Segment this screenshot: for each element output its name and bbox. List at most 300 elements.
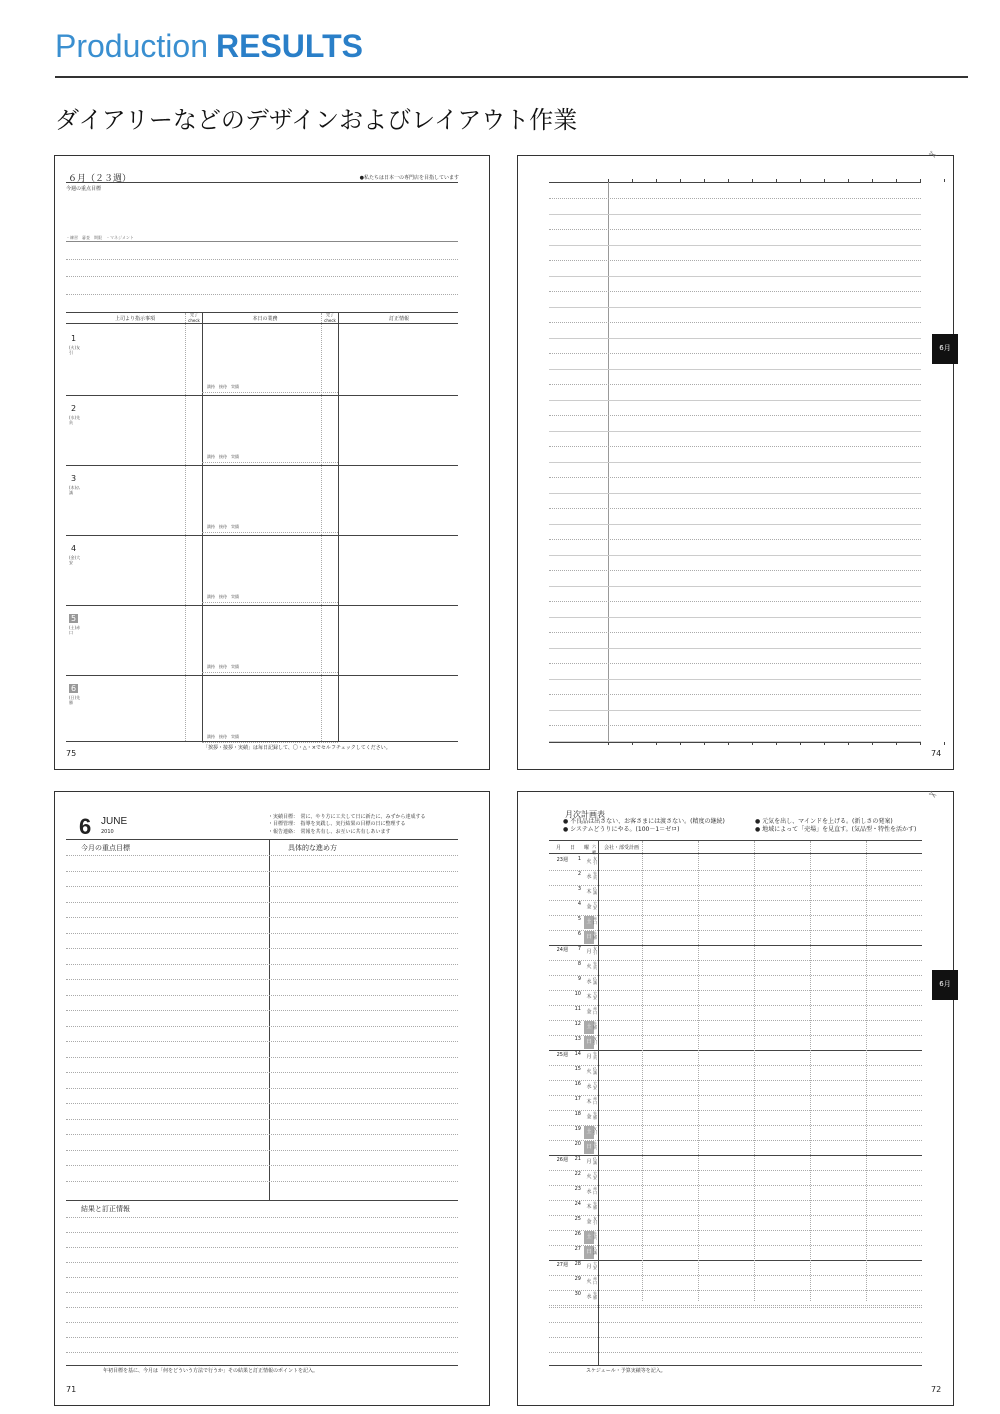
ruled-line xyxy=(549,1337,922,1338)
weekday: 水 xyxy=(586,874,592,880)
column-divider xyxy=(754,841,755,1301)
day-number: 6 xyxy=(71,684,77,693)
ruler-tick xyxy=(608,742,609,745)
ruler-tick xyxy=(896,742,897,745)
ruled-line xyxy=(66,1181,458,1182)
ruler-tick xyxy=(704,742,705,745)
ruled-line xyxy=(549,508,921,509)
ruler-tick xyxy=(704,179,705,182)
ruled-line xyxy=(66,1041,458,1042)
week-label: 26週 xyxy=(556,1157,568,1163)
ruled-line xyxy=(66,902,458,903)
weekday: 土 xyxy=(584,1021,594,1034)
date-number: 12 xyxy=(574,1021,581,1027)
monthly-plan-page xyxy=(517,788,954,1406)
month-number: 6 xyxy=(79,814,92,839)
weekday: 木 xyxy=(586,994,592,1000)
ruled-line xyxy=(66,1337,458,1338)
header-title-bold: RESULTS xyxy=(215,28,363,64)
weekday: 水 xyxy=(586,979,592,985)
ruled-line xyxy=(549,307,921,308)
col-header-corrections: 訂正情報 xyxy=(388,316,409,322)
ruled-line xyxy=(549,617,921,618)
weekly-diary-page xyxy=(54,155,490,770)
hdr-day: 日 xyxy=(570,845,576,851)
weekday: 火 xyxy=(586,1069,592,1075)
rokuyo: 友引 xyxy=(593,856,597,865)
rokuyo: 先勝 xyxy=(593,1291,597,1300)
day-footer: 満持 接待 実績 xyxy=(207,664,239,669)
rokuyo: 大安 xyxy=(593,1171,597,1180)
rokuyo: 仏滅 xyxy=(593,1246,597,1255)
date-number: 26 xyxy=(574,1231,581,1237)
scissor-icon: ✂ xyxy=(925,788,939,803)
weekday: 火 xyxy=(586,1279,592,1285)
ruler-tick xyxy=(776,179,777,182)
ruled-line xyxy=(66,979,458,980)
ruler-tick xyxy=(752,742,753,745)
date-number: 1 xyxy=(577,856,581,862)
ruled-line xyxy=(549,369,921,370)
monthly-focus-label: 今月の重点目標 xyxy=(81,844,130,852)
column-divider xyxy=(810,841,811,1301)
hdr-month: 月 xyxy=(556,845,562,851)
rokuyo: 友引 xyxy=(593,1036,597,1045)
ruler-tick xyxy=(824,742,825,745)
weekday: 金 xyxy=(586,1114,592,1120)
weekly-small-row: ・練習 審査 期限 ・マネジメント xyxy=(66,235,134,240)
weekday: 水 xyxy=(586,1189,592,1195)
table-bottom-rule xyxy=(66,741,458,742)
day-block xyxy=(69,326,81,356)
dotted-line xyxy=(202,672,338,673)
page-header xyxy=(55,28,363,68)
day-footer: 満持 接待 実績 xyxy=(207,734,239,739)
month-tab: 6月 xyxy=(932,970,958,1000)
day-label: (日)先勝 xyxy=(69,695,81,705)
weekday: 日 xyxy=(584,1246,594,1259)
rokuyo: 友引 xyxy=(593,1216,597,1225)
dotted-line xyxy=(202,602,338,603)
rokuyo: 先負 xyxy=(593,1141,597,1150)
date-number: 20 xyxy=(574,1141,581,1147)
rokuyo: 赤口 xyxy=(593,916,597,925)
month-name: JUNE xyxy=(101,816,128,827)
rokuyo: 赤口 xyxy=(593,1276,597,1285)
ruled-line xyxy=(66,1217,458,1218)
day-block xyxy=(69,466,81,496)
divider xyxy=(66,182,458,183)
week-motto: ●私たちは日本一の専門店を目指しています xyxy=(359,175,459,181)
column-divider xyxy=(202,313,203,741)
date-number: 3 xyxy=(577,886,581,892)
ruled-line xyxy=(549,214,921,215)
weekday: 火 xyxy=(586,964,592,970)
header-title-light: Production xyxy=(55,28,208,64)
ruled-line xyxy=(549,741,921,742)
date-number: 7 xyxy=(577,946,581,952)
day-footer: 満持 接待 実績 xyxy=(207,524,239,529)
weekday: 土 xyxy=(584,916,594,929)
day-number: 4 xyxy=(71,544,77,553)
ruled-line xyxy=(549,338,921,339)
weekday: 木 xyxy=(586,1099,592,1105)
column-divider xyxy=(642,841,643,1301)
ruled-line xyxy=(66,1150,458,1151)
ruler-tick xyxy=(848,742,849,745)
ruled-line xyxy=(549,415,921,416)
day-label: (土)赤口 xyxy=(69,625,81,635)
weekday: 火 xyxy=(586,859,592,865)
rokuyo: 仏滅 xyxy=(593,886,597,895)
policy-line: ● システムどうりにやる。(100－1＝ゼロ) xyxy=(563,825,680,833)
result-label: 結果と訂正情報 xyxy=(81,1205,130,1213)
policy-line: ● 元気を出し、マインドを上げる。(新しさの発案) xyxy=(755,818,893,825)
weekday: 月 xyxy=(586,949,592,955)
week-label: 27週 xyxy=(556,1262,568,1268)
ruler-tick xyxy=(872,742,873,745)
week-title: ６月（２３週） xyxy=(68,174,132,184)
weekday: 金 xyxy=(586,1009,592,1015)
weekday: 水 xyxy=(586,1084,592,1090)
day-label: (火)友引 xyxy=(69,345,81,355)
rokuyo: 大安 xyxy=(593,901,597,910)
hdr-plan: 会社・部受計画 xyxy=(604,845,640,851)
ruled-line xyxy=(549,586,921,587)
ruler-tick xyxy=(920,179,921,182)
ruler-tick xyxy=(608,179,609,182)
ruled-line xyxy=(549,477,921,478)
col-header-instructions: 上司より指示事項 xyxy=(114,316,155,322)
divider xyxy=(66,1365,458,1366)
ruled-line xyxy=(549,353,921,354)
top-ruler xyxy=(549,182,921,183)
rokuyo: 先負 xyxy=(593,1051,597,1060)
ruled-line xyxy=(66,1119,458,1120)
day-footer: 満持 接待 実績 xyxy=(207,454,239,459)
ruled-line xyxy=(66,1072,458,1073)
date-number: 30 xyxy=(574,1291,581,1297)
weekday: 日 xyxy=(584,1036,594,1049)
divider xyxy=(66,1200,458,1201)
weekday: 火 xyxy=(586,1174,592,1180)
legend-line: ・報告連絡： 常報を共有し、お互いに共有しあいます xyxy=(268,828,391,835)
date-number: 23 xyxy=(574,1186,581,1192)
ruled-line xyxy=(66,933,458,934)
date-number: 11 xyxy=(574,1006,581,1012)
plan-title: 月次計画表 xyxy=(565,810,605,819)
divider xyxy=(549,1365,922,1366)
date-number: 16 xyxy=(574,1081,581,1087)
date-number: 14 xyxy=(574,1051,581,1057)
ruled-line xyxy=(66,1026,458,1027)
ruler-tick xyxy=(632,179,633,182)
weekday: 土 xyxy=(584,1231,594,1244)
monthly-goals-page xyxy=(54,791,490,1406)
rokuyo: 先勝 xyxy=(593,931,597,940)
day-block xyxy=(69,536,81,566)
ruled-line xyxy=(549,601,921,602)
rokuyo: 先勝 xyxy=(593,1021,597,1030)
ruled-line xyxy=(66,1322,458,1323)
page-number: 75 xyxy=(66,749,77,758)
rokuyo: 友引 xyxy=(593,946,597,955)
ruled-line xyxy=(549,725,921,726)
row-line xyxy=(549,1305,922,1306)
ruler-tick xyxy=(800,742,801,745)
rokuyo: 先負 xyxy=(593,871,597,880)
date-number: 24 xyxy=(574,1201,581,1207)
day-block xyxy=(69,676,81,706)
col-header-check: 完了check xyxy=(188,312,200,323)
ruled-line xyxy=(66,1232,458,1233)
date-number: 17 xyxy=(574,1096,581,1102)
weekday: 金 xyxy=(586,1219,592,1225)
rokuyo: 先勝 xyxy=(593,1201,597,1210)
date-number: 19 xyxy=(574,1126,581,1132)
rokuyo: 友引 xyxy=(593,1126,597,1135)
rokuyo: 大安 xyxy=(593,991,597,1000)
column-divider xyxy=(866,841,867,1301)
rokuyo: 大安 xyxy=(593,1081,597,1090)
week-label: 24週 xyxy=(556,947,568,953)
ruled-line xyxy=(66,886,458,887)
ruled-line xyxy=(66,917,458,918)
day-separator xyxy=(66,605,458,606)
ruler-tick xyxy=(632,742,633,745)
weekday: 月 xyxy=(586,1159,592,1165)
ruled-line xyxy=(549,260,921,261)
weekday: 金 xyxy=(586,904,592,910)
ruler-tick xyxy=(824,179,825,182)
dotted-line xyxy=(66,276,458,277)
divider xyxy=(66,839,458,840)
plan-policies-right xyxy=(755,818,916,834)
ruled-line xyxy=(549,198,921,199)
rokuyo: 赤口 xyxy=(593,1186,597,1195)
ruled-line xyxy=(549,322,921,323)
weekly-focus-label: 今週の重点目標 xyxy=(66,186,102,192)
dotted-line xyxy=(66,259,458,260)
weekday: 水 xyxy=(586,1294,592,1300)
ruled-line xyxy=(66,1103,458,1104)
date-number: 28 xyxy=(574,1261,581,1267)
legend-line: ・実績目標： 常に、やり方に工夫して日に新たに、みずから達成する xyxy=(268,814,426,820)
date-number: 29 xyxy=(574,1276,581,1282)
ruled-line xyxy=(549,632,921,633)
ruled-line xyxy=(549,245,921,246)
ruled-line xyxy=(549,1322,922,1323)
date-number: 2 xyxy=(577,871,581,877)
ruled-line xyxy=(549,431,921,432)
ruled-line xyxy=(549,679,921,680)
ruler-tick xyxy=(800,179,801,182)
ruled-line xyxy=(549,462,921,463)
column-divider xyxy=(185,313,186,741)
day-label: (金)大安 xyxy=(69,555,81,565)
ruled-line xyxy=(549,663,921,664)
date-number: 13 xyxy=(574,1036,581,1042)
method-label: 具体的な進め方 xyxy=(288,844,337,852)
col-header-check: 完了check xyxy=(324,312,336,323)
ruled-line xyxy=(549,1307,922,1308)
column-divider xyxy=(269,840,270,1200)
ruler-tick xyxy=(944,179,945,182)
column-divider xyxy=(338,313,339,741)
column-divider xyxy=(698,841,699,1301)
day-number: 3 xyxy=(71,474,77,483)
weekday: 日 xyxy=(584,931,594,944)
ruled-line xyxy=(549,229,921,230)
ruled-line xyxy=(66,1134,458,1135)
page-number: 74 xyxy=(931,749,942,758)
ruled-line xyxy=(549,570,921,571)
ruled-line xyxy=(66,1165,458,1166)
rokuyo: 大安 xyxy=(593,1261,597,1270)
weekday: 日 xyxy=(584,1141,594,1154)
ruled-line xyxy=(549,555,921,556)
ruled-line xyxy=(549,291,921,292)
ruled-line xyxy=(549,400,921,401)
ruled-line xyxy=(66,1292,458,1293)
weekday: 土 xyxy=(584,1126,594,1139)
rokuyo: 赤口 xyxy=(593,1006,597,1015)
ruler-tick xyxy=(680,179,681,182)
ruler-tick xyxy=(896,179,897,182)
ruled-line xyxy=(549,539,921,540)
scissor-icon: ✂ xyxy=(925,148,939,163)
ruled-line xyxy=(549,446,921,447)
date-number: 10 xyxy=(574,991,581,997)
dotted-line xyxy=(202,742,338,743)
date-number: 22 xyxy=(574,1171,581,1177)
day-separator xyxy=(66,465,458,466)
dotted-line xyxy=(202,392,338,393)
week-label: 23週 xyxy=(556,857,568,863)
day-number: 5 xyxy=(71,614,77,623)
day-block xyxy=(69,396,81,426)
day-footer: 満持 接待 実績 xyxy=(207,594,239,599)
ruled-line xyxy=(549,710,921,711)
day-separator xyxy=(66,535,458,536)
day-footer: 満持 接待 実績 xyxy=(207,384,239,389)
ruled-line xyxy=(549,493,921,494)
ruled-line xyxy=(66,995,458,996)
weekday: 木 xyxy=(586,889,592,895)
weekday: 木 xyxy=(586,1204,592,1210)
legend xyxy=(268,814,426,836)
dotted-line xyxy=(202,462,338,463)
legend-line: ・目標管理： 指導を実践し、実行結果の目標の日に整理する xyxy=(268,821,406,828)
page-subtitle: ダイアリーなどのデザインおよびレイアウト作業 xyxy=(55,106,578,134)
monthly-note: 年初目標を基に、今月は「何をどういう方法で行うか」その結果と訂正情報のポイントを記入。 xyxy=(103,1368,319,1374)
date-number: 8 xyxy=(577,961,581,967)
ruled-line xyxy=(66,871,458,872)
ruled-line xyxy=(549,384,921,385)
table-top-rule xyxy=(66,312,458,313)
hdr-rokuyo: 六曜 xyxy=(592,844,596,855)
col-header-tasks: 本日の業務 xyxy=(252,316,278,322)
date-number: 18 xyxy=(574,1111,581,1117)
month-tab: 6月 xyxy=(932,334,958,364)
ruled-line xyxy=(66,1277,458,1278)
rokuyo: 仏滅 xyxy=(593,1156,597,1165)
column-divider xyxy=(598,841,599,1365)
ruler-tick xyxy=(872,179,873,182)
ruled-line xyxy=(66,1247,458,1248)
date-number: 4 xyxy=(577,901,581,907)
ruled-line xyxy=(549,524,921,525)
ruled-line xyxy=(66,855,458,856)
ruled-line xyxy=(66,1262,458,1263)
policy-line: ● 地域によって「売場」を見直す。(気品型・特性を活かす) xyxy=(755,825,917,833)
ruled-line xyxy=(66,948,458,949)
plan-note: スケジュール・予算実績等を記入。 xyxy=(586,1368,666,1374)
ruler-tick xyxy=(944,742,945,745)
ruled-line xyxy=(66,1088,458,1089)
ruler-tick xyxy=(848,179,849,182)
date-number: 6 xyxy=(577,931,581,937)
day-block xyxy=(69,606,81,636)
date-number: 27 xyxy=(574,1246,581,1252)
day-number: 2 xyxy=(71,404,77,413)
bottom-ruler xyxy=(549,742,921,743)
rokuyo: 赤口 xyxy=(593,1096,597,1105)
ruler-tick xyxy=(656,742,657,745)
ruler-tick xyxy=(752,179,753,182)
weekday: 月 xyxy=(586,1054,592,1060)
week-label: 25週 xyxy=(556,1052,568,1058)
page-number: 72 xyxy=(931,1385,942,1394)
ruled-line xyxy=(549,1352,922,1353)
ruled-line xyxy=(66,964,458,965)
page-number: 71 xyxy=(66,1385,77,1394)
ruler-tick xyxy=(656,179,657,182)
rokuyo: 先負 xyxy=(593,1231,597,1240)
divider xyxy=(66,241,458,242)
day-label: (木)仏滅 xyxy=(69,485,81,495)
policy-line: ● 不良品は出さない、お客さまには渡さない。(精度の継続) xyxy=(563,818,725,825)
header-divider xyxy=(55,76,968,78)
rokuyo: 先負 xyxy=(593,961,597,970)
dotted-line xyxy=(202,532,338,533)
ruled-line xyxy=(66,1307,458,1308)
ruler-tick xyxy=(728,179,729,182)
ruler-tick xyxy=(680,742,681,745)
ruled-line xyxy=(549,694,921,695)
ruled-line xyxy=(66,1057,458,1058)
date-number: 25 xyxy=(574,1216,581,1222)
ruler-tick xyxy=(920,742,921,745)
plan-policies-left xyxy=(563,818,725,834)
hdr-weekday: 曜 xyxy=(584,845,590,851)
ruler-tick xyxy=(728,742,729,745)
day-separator xyxy=(66,395,458,396)
weekday: 月 xyxy=(586,1264,592,1270)
date-number: 9 xyxy=(577,976,581,982)
day-label: (水)先負 xyxy=(69,415,81,425)
day-number: 1 xyxy=(71,334,77,343)
ruled-line xyxy=(549,276,921,277)
date-number: 15 xyxy=(574,1066,581,1072)
column-divider xyxy=(321,313,322,741)
day-separator xyxy=(66,675,458,676)
ruled-line xyxy=(66,1010,458,1011)
date-number: 5 xyxy=(577,916,581,922)
dotted-line xyxy=(66,294,458,295)
year: 2010 xyxy=(101,829,114,835)
rokuyo: 先勝 xyxy=(593,1111,597,1120)
